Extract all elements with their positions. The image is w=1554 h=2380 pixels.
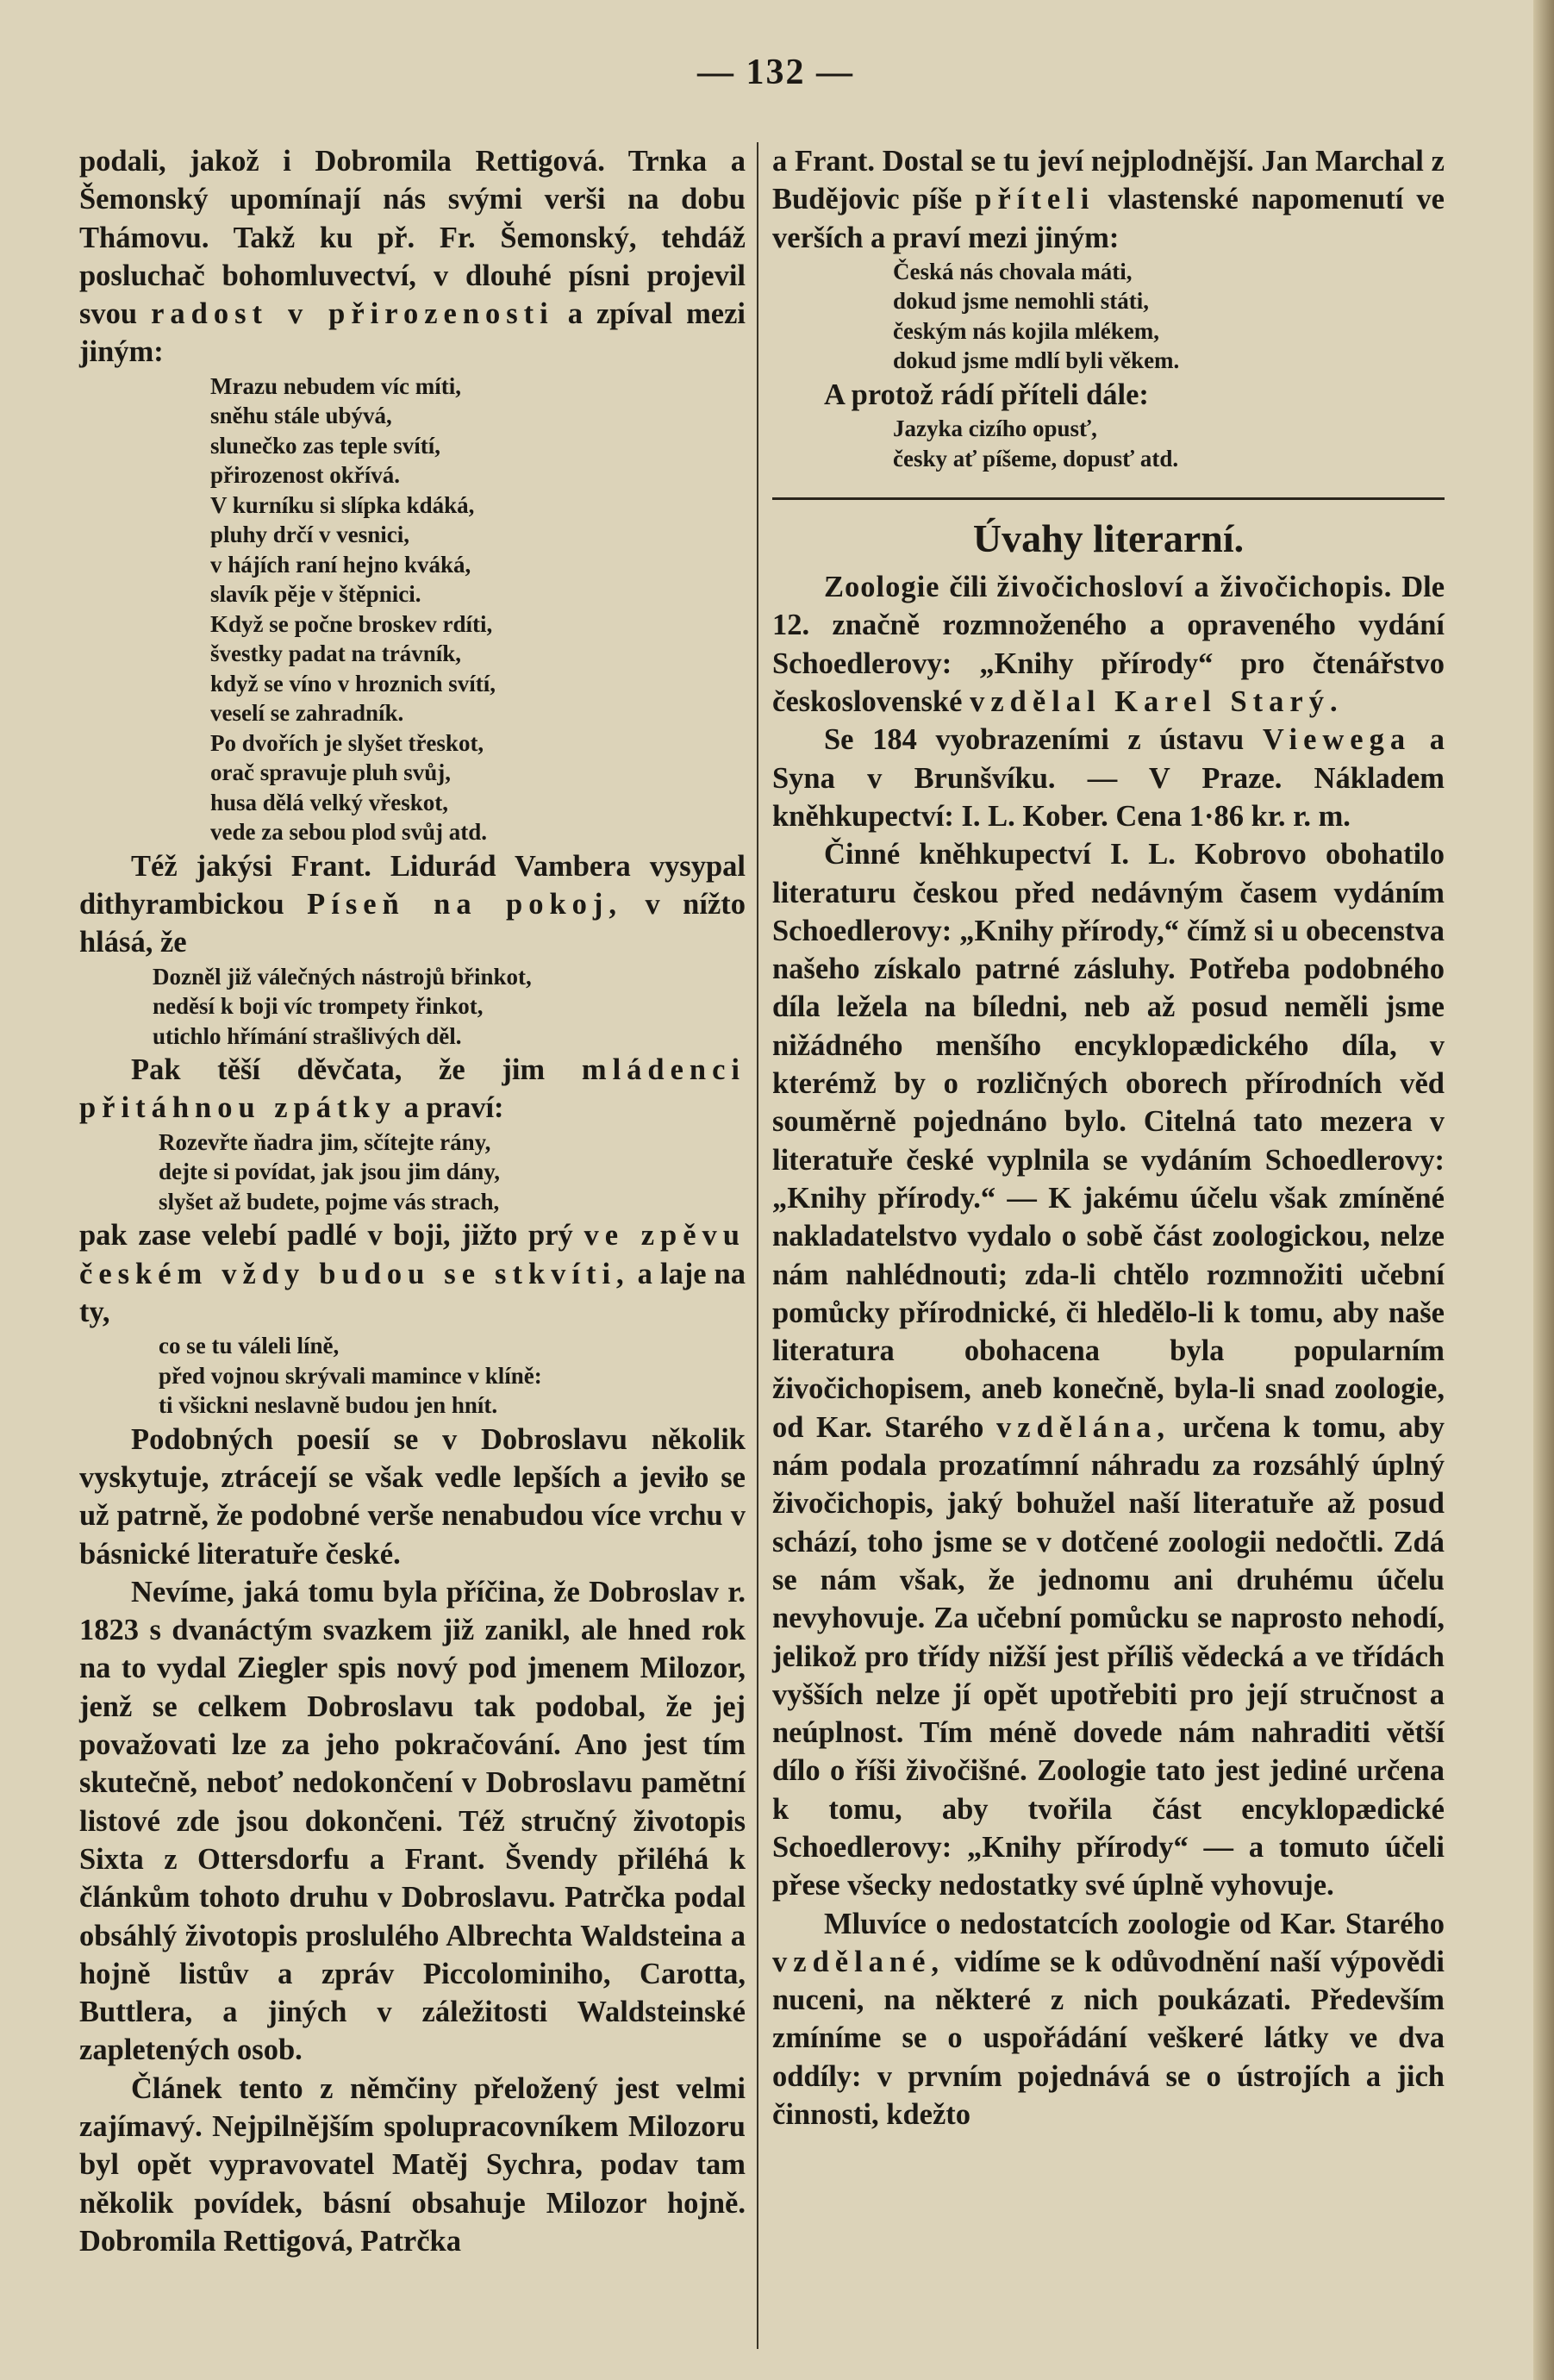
verse-line: Dozněl již válečných nástrojů břinkot, [153,963,532,990]
text-run: pak zase velebí padlé v boji, jižto prý [79,1219,573,1252]
paragraph: A protož rádí příteli dále: [824,378,1149,411]
spaced-emphasis: radost v přirozenosti [151,297,554,331]
text-run: a Syna v Brunšvíku. — V Praze. Nákladem kněhkupectví: I. L. Kober. Cena 1·86 kr. r. m. [772,723,1445,833]
spaced-emphasis: vzdělal Karel Starý. [970,685,1344,719]
text-run: Mluvíce o nedostatcích zoologie od Kar. Starého [824,1907,1445,1940]
verse-line: Mrazu nebudem víc míti, [210,372,461,399]
verse-line: ti všickni neslavně budou jen hnít. [159,1392,498,1419]
book-title: Zoologie [824,571,940,604]
paragraph [79,1051,746,1128]
verse-line: když se víno v hroznich svítí, [210,670,496,697]
verse-line: V kurníku si slípka kdáká, [210,491,475,518]
verse-line: českým nás kojila mlékem, [893,317,1159,344]
verse-line: neděsí k boji víc trompety řinkot, [153,993,484,1020]
verse-line: orač spravuje pluh svůj, [210,759,452,786]
text-run: Též jakýsi Frant. Lidurád Vambera vysypal dithyrambickou [79,849,746,921]
verse-line: co se tu váleli líně, [159,1333,340,1359]
verse-line: švestky padat na trávník, [210,640,462,667]
text-run: vidíme se k odůvodnění naší výpovědi nuceni, na některé z nich poukázati. Především zmíníme se o uspořádání veškeré látky ve dva oddíly: v prvním pojednává se o ústrojích a jich činnosti, kdežto [772,1945,1445,2132]
text-run: čili [949,571,988,604]
text-run: a laje na ty, [79,1257,746,1328]
left-column [79,142,746,2349]
book-title: živočichosloví a živočichopis. [996,571,1393,604]
text-run: Pak těší děvčata, že jim [131,1053,546,1087]
verse-block [79,1331,746,1421]
verse-line: veselí se zahradník. [210,700,404,727]
verse-line: pluhy drčí v vesnici, [210,522,410,548]
verse-line: slavík pěje v štěpnici. [210,581,421,608]
verse-line: slyšet až budete, pojme vás strach, [159,1188,500,1215]
paragraph [79,142,746,372]
verse-line: dokud jsme mdlí byli věkem. [893,347,1180,374]
text-run: a zpíval mezi jiným: [79,297,746,369]
paragraph [79,1216,746,1331]
verse-line: dejte si povídat, jak jsou jim dány, [159,1159,501,1185]
verse-line: v hájích raní hejno kváká, [210,551,471,578]
text-run: Se 184 vyobrazeními z ústavu [824,723,1245,757]
text-run: a praví: [403,1091,504,1125]
text-run: v nížto hlásá, že [79,888,746,959]
paragraph: Článek tento z němčiny přeložený jest velmi zajímavý. Nejpilnějším spolupracovníkem Milozoru byl opět vypravovatel Matěj Sychra, podav tam několik povídek, básní obsahuje Milozor hojně. Dobromila Rettigová, Patrčka [79,2071,746,2258]
verse-line: dokud jsme nemohli státi, [893,288,1150,315]
verse-block [79,962,746,1052]
verse-line: sněhu stále ubývá, [210,403,392,429]
paragraph [772,721,1445,835]
column-divider [757,142,758,2349]
right-column [772,142,1445,2349]
page-edge-shadow [1533,0,1554,2380]
text-run: určena k tomu, aby nám podala prozatímní náhradu za rozsáhlý úplný živočichopis, jaký bohužel naší literatuře až posud schází, toho jsme se v dotčené zoologii nedočtli. Zdá se nám však, že jednomu ani druhému účelu nevyhovuje. Za učební pomůcku se naprosto nehodí, jelikož pro třídy nižší jest příliš vědecká a ve třídách vyšších nelze jí opět upotřebiti pro její stručnost a neúplnost. Tím méně dovede nám nahraditi větší dílo o říši živočišné. Zoologie tato jest jediné určena k tomu, aby tvořila část encyklopædické Schoedlerovy: „Knihy přírody“ — a tomuto účeli přese všecky nedostatky své úplně vyhovuje. [772,1410,1445,1902]
text-run: Činné kněhkupectví I. L. Kobrovo obohatilo literaturu českou před nedávným časem vydáním Schoedlerovy: „Knihy přírody,“ čímž si u obecenstva našeho získalo patrné zásluhy. Potřeba podobného díla ležela na bíledni, neb až posud neměli jsme nižádného menšího encyklopædického díla, v kterémž by o rozličných oborech přírodních věd souměrně pojednáno bylo. Citelná tato mezera v literatuře české vyplnila se vydáním Schoedlerovy: „Knihy přírody.“ — K jakému účelu však zmíněné nakladatelstvo vydalo o sobě část zoologickou, nelze nám nahlédnouti; zda-li chtělo rozmnožiti učební pomůcky přírodnické, či hledělo-li k tomu, aby naše literatura obohacena byla popularním živočichopisem, aneb konečně, byla-li snad zoologie, od Kar. Starého [772,838,1445,1444]
paragraph: Podobných poesií se v Dobroslavu několik vyskytuje, ztrácejí se však vedle lepších a jeviło se už patrně, že podobné verše nenabudou více vrchu v básnické literatuře české. [79,1422,746,1571]
verse-line: slunečko zas teple svítí, [210,432,440,459]
verse-line: husa dělá velký vřeskot, [210,789,449,815]
spaced-emphasis: příteli [975,183,1095,216]
spaced-emphasis: Píseň na pokoj, [307,888,623,921]
spaced-emphasis: Viewega [1262,723,1412,757]
section-title: Úvahy literarní. [972,516,1245,561]
verse-block [772,414,1445,473]
verse-line: Rozevřte ňadra jim, sčítejte rány, [159,1128,491,1155]
verse-line: Po dvořích je slyšet třeskot, [210,729,484,756]
text-run: a Frant. Dostal se tu jeví nejplodnější. Jan Marchal z Budějovic píše [772,145,1445,216]
verse-line: před vojnou skrývali mamince v klíně: [159,1362,542,1389]
verse-block [79,1128,746,1217]
text-run: vlastenské napomenutí ve verších a praví mezi jiným: [772,183,1445,254]
paragraph [772,142,1445,257]
spaced-emphasis: vzdělané, [772,1945,946,1978]
text-run: podali, jakož i Dobromila Rettigová. Trnka a Šemonský upomínají nás svými verši na dobu Thámovu. Takž ku př. Fr. Šemonský, tehdáž posluchač bohomluvectví, v dlouhé písni projevil svou [79,145,746,331]
section-rule [772,497,1445,500]
verse-block [772,257,1445,376]
verse-line: přirozenost okřívá. [210,462,400,489]
text-run: Dle 12. značně rozmnoženého a opraveného vydání Schoedlerovy: „Knihy přírody“ pro čtenářstvo československé [772,571,1445,719]
verse-block [79,372,746,847]
spaced-emphasis: ve zpěvu českém vždy budou se stkvíti, [79,1219,746,1290]
paragraph [79,847,746,962]
review-intro [772,568,1445,721]
paragraph [772,1905,1445,2134]
verse-line: česky ať píšeme, dopusť atd. [893,445,1179,472]
paragraph: Nevíme, jaká tomu byla příčina, že Dobroslav r. 1823 s dvanáctým svazkem již zanikl, ale hned rok na to vydal Ziegler spis nový pod jmenem Milozor, jenž se celkem Dobroslavu tak podobal, že jej považovati lze za jeho pokračování. Ano jest tím skutečně, neboť nedokončení v Dobroslavu pamětní listové zde jsou dokončeni. Též stručný životopis Sixta z Ottersdorfu a Frant. Švendy přiléhá k článkům tohoto druhu v Dobroslavu. Patrčka podal obsáhlý životopis proslulého Albrechta Waldsteina a hojně listův a zpráv Piccolominiho, Carotta, Buttlera, a jiných v záležitosti Waldsteinské zapletených osob. [79,1575,746,2067]
page-number: — 132 — [697,53,854,92]
verse-line: Česká nás chovala máti, [893,258,1133,284]
verse-line: Když se počne broskev rdíti, [210,610,493,637]
verse-line: utichlo hřímání strašlivých děl. [153,1022,462,1049]
paragraph [772,835,1445,1904]
spaced-emphasis: vzdělána, [996,1410,1170,1444]
verse-line: vede za sebou plod svůj atd. [210,819,488,846]
spaced-emphasis: mládenci přitáhnou zpátky [79,1053,746,1125]
verse-line: Jazyka cizího opusť, [893,415,1097,442]
